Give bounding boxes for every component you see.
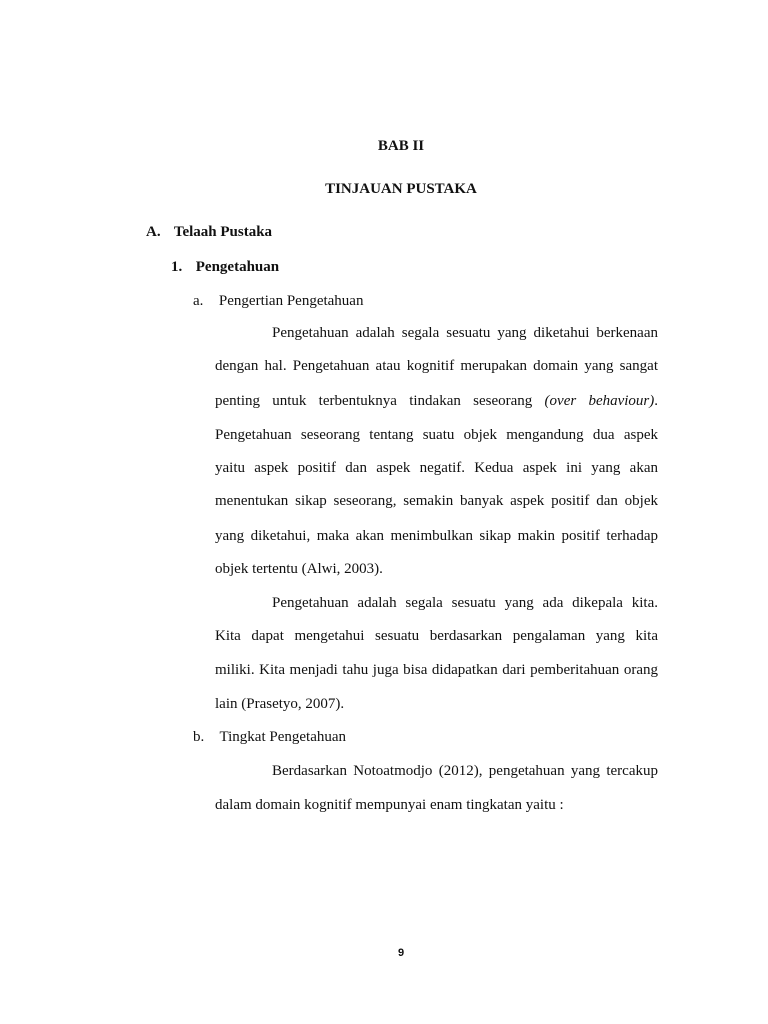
paragraph-line: yang diketahui, maka akan menimbulkan sikap makin positif terhadap	[215, 528, 658, 544]
paragraph-line: objek tertentu (Alwi, 2003).	[215, 561, 383, 577]
paragraph-line: Pengetahuan seseorang tentang suatu objek mengandung dua aspek	[215, 427, 658, 443]
section-a-heading	[146, 223, 272, 241]
subsection-1-heading	[171, 258, 279, 276]
paragraph-text: penting untuk terbentuknya tindakan seseorang	[215, 393, 533, 409]
subsection-1-label: 1.	[171, 259, 183, 275]
item-b-title: Tingkat Pengetahuan	[219, 729, 347, 745]
paragraph-line: miliki. Kita menjadi tahu juga bisa didapatkan dari pemberitahuan orang	[215, 662, 658, 678]
paragraph-line	[215, 392, 658, 410]
paragraph-line: Pengetahuan adalah segala sesuatu yang ada dikepala kita.	[272, 595, 658, 611]
item-b-heading	[193, 728, 346, 746]
page-number: 9	[397, 947, 405, 959]
item-a-heading	[193, 292, 363, 310]
paragraph-line: menentukan sikap seseorang, semakin banyak aspek positif dan objek	[215, 493, 658, 509]
item-b-label: b.	[193, 729, 205, 745]
subsection-1-title: Pengetahuan	[195, 259, 280, 275]
chapter-title: TINJAUAN PUSTAKA	[325, 181, 477, 197]
paragraph-line: dalam domain kognitif mempunyai enam tingkatan yaitu :	[215, 797, 564, 813]
paragraph-line: Pengetahuan adalah segala sesuatu yang diketahui berkenaan	[272, 325, 658, 341]
paragraph-italic-term: (over behaviour)	[544, 393, 655, 409]
chapter-number: BAB II	[377, 138, 425, 154]
item-a-title: Pengertian Pengetahuan	[218, 293, 364, 309]
section-a-label: A.	[146, 224, 161, 240]
paragraph-line: dengan hal. Pengetahuan atau kognitif merupakan domain yang sangat	[215, 358, 658, 374]
paragraph-punctuation: .	[654, 393, 659, 409]
item-a-label: a.	[193, 293, 204, 309]
paragraph-line: Berdasarkan Notoatmodjo (2012), pengetahuan yang tercakup	[272, 763, 658, 779]
section-a-title: Telaah Pustaka	[173, 224, 273, 240]
paragraph-line: yaitu aspek positif dan aspek negatif. Kedua aspek ini yang akan	[215, 460, 658, 476]
paragraph-line: lain (Prasetyo, 2007).	[215, 696, 345, 712]
paragraph-line: Kita dapat mengetahui sesuatu berdasarkan pengalaman yang kita	[215, 628, 658, 644]
